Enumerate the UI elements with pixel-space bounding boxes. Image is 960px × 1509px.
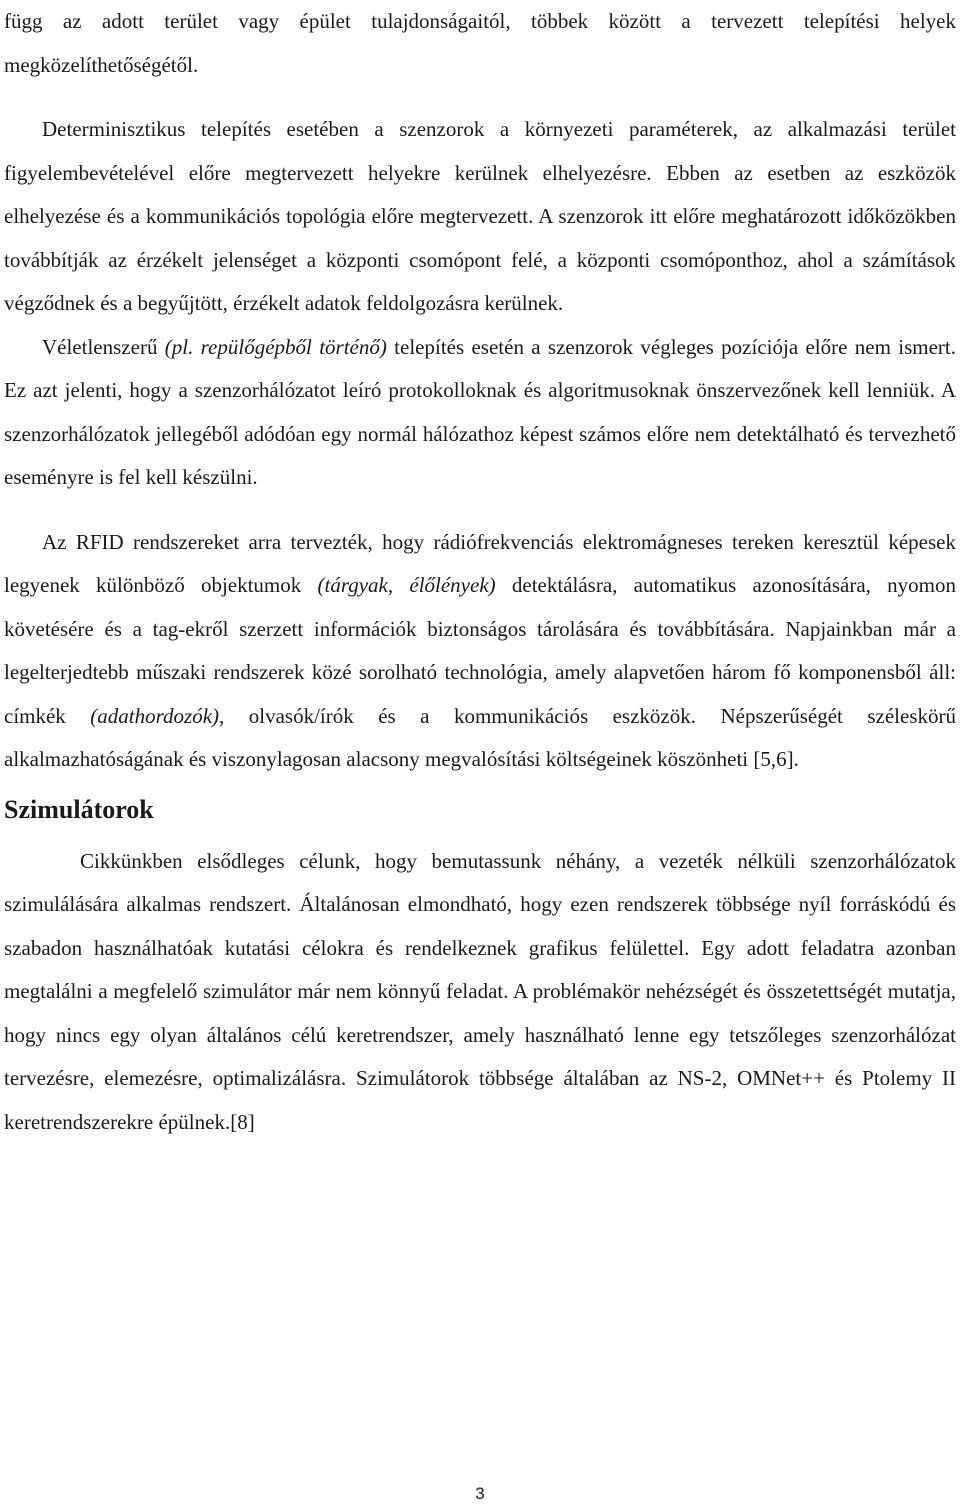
text-span: Véletlenszerű (42, 334, 165, 359)
text-span: telepítés esetén a szenzorok végleges pozíciója előre nem ismert. Ez azt jelenti, hogy a szenzorhálózatot leíró protokolloknak és algoritmusoknak önszervezőnek kell lenniük. A szenzorhálózatok jellegéből adódóan egy normál hálózathoz képest számos előre nem detektálható és tervezhető eseményre is fel kell készülni. (4, 334, 956, 489)
page-number: 3 (475, 1484, 485, 1503)
paragraph-rfid (4, 521, 956, 782)
paragraph-random-deployment (4, 326, 956, 500)
paragraph-gap (4, 500, 956, 521)
italic-span: (tárgyak, élőlények) (317, 573, 496, 597)
paragraph-gap (4, 87, 956, 108)
text-span: , olvasók/írók és a kommunikációs eszközök. Népszerűségét széleskörű alkalmazhatóságának és viszonylagosan alacsony megvalósítási költségeinek köszönheti [5,6]. (4, 703, 957, 771)
paragraph-deterministic-deployment: Determinisztikus telepítés esetében a szenzorok a környezeti paraméterek, az alkalmazási terület figyelembevételével előre megtervezett helyekre kerülnek elhelyezésre. Ebben az esetben az eszközök elhelyezése és a kommunikációs topológia előre megtervezett. A szenzorok itt előre meghatározott időközökben továbbítják az érzékelt jelenséget a központi csomópont felé, a központi csomóponthoz, ahol a számítások végződnek és a begyűjtött, érzékelt adatok feldolgozásra kerülnek. (4, 117, 956, 315)
text-span: Az RFID rendszereket arra tervezték, hogy rádiófrekvenciás elektromágneses tereken keresztül képesek legyenek különböző objektumok (4, 529, 956, 597)
paragraph-continued: függ az adott terület vagy épület tulajdonságaitól, többek között a tervezett telepítési helyek megközelíthetőségétől. (4, 9, 956, 77)
section-heading: Szimulátorok (4, 794, 154, 824)
document-page (4, 0, 956, 1144)
text-span: detektálásra, automatikus azonosítására, nyomon követésére és a tag-ekről szerzett információk biztonságos tárolására és továbbítására. Napjainkban már a legelterjedtebb műszaki rendszerek közé sorolható technológia, amely alapvetően három fő komponensből áll: címkék (4, 573, 956, 728)
italic-span: (pl. repülőgépből történő) (164, 334, 387, 359)
paragraph-simulators: Cikkünkben elsődleges célunk, hogy bemutassunk néhány, a vezeték nélküli szenzorhálózatok szimulálására alkalmas rendszert. Általánosan elmondható, hogy ezen rendszerek többsége nyíl forráskódú és szabadon használhatóak kutatási célokra és rendelkeznek grafikus felülettel. Egy adott feladatra azonban megtalálni a megfelelő szimulátor már nem könnyű feladat. A problémakör nehézségét és összetettségét mutatja, hogy nincs egy olyan általános célú keretrendszer, amely használható lenne egy tetszőleges szenzorhálózat tervezésre, elemezésre, optimalizálásra. Szimulátorok többsége általában az NS-2, OMNet++ és Ptolemy II keretrendszerekre épülnek.[8] (4, 848, 956, 1134)
italic-span: (adathordozók) (90, 703, 220, 728)
